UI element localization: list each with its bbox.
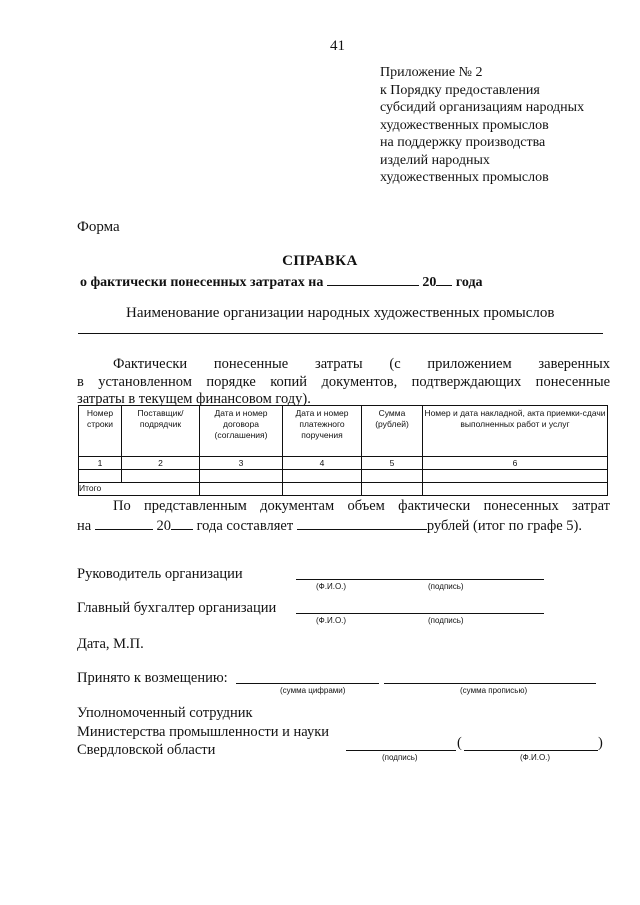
summary-on: на (77, 518, 92, 534)
accountant-signature-line[interactable] (296, 613, 544, 614)
summary-end: рублей (итог по графе 5). (426, 518, 583, 534)
table-cell[interactable] (200, 483, 283, 496)
table-cell[interactable] (423, 470, 608, 483)
costs-paragraph (77, 356, 610, 409)
fio-caption: (Ф.И.О.) (316, 616, 347, 625)
summary-year: 20 (156, 518, 171, 534)
appendix-line: художественных промыслов (380, 117, 549, 133)
official-line: Министерства промышленности и науки (77, 723, 330, 740)
table-total-row (79, 483, 608, 496)
table-cell[interactable] (283, 483, 362, 496)
column-header: Сумма (рублей) (362, 406, 423, 457)
official-line: Уполномоченный сотрудник (77, 705, 253, 721)
subtitle-year: 20 (422, 275, 437, 290)
sum-words-line[interactable] (384, 683, 596, 684)
date-stamp-label: Дата, М.П. (77, 636, 144, 652)
paragraph-line: затраты в текущем финансовом году). (77, 391, 311, 407)
table-cell[interactable] (200, 470, 283, 483)
accepted-label: Принято к возмещению: (77, 670, 228, 686)
sum-words-caption: (сумма прописью) (460, 686, 528, 695)
column-number: 6 (423, 457, 608, 470)
table-header-row (79, 406, 608, 457)
summary-line (77, 516, 610, 536)
official-signature-line[interactable] (346, 750, 456, 751)
column-header: Номер и дата накладной, акта приемки-сдачи выполненных работ и услуг (423, 406, 608, 457)
summary-date-fill[interactable] (95, 516, 153, 530)
accountant-label: Главный бухгалтер организации (77, 600, 277, 616)
sign-caption: (подпись) (428, 616, 464, 625)
date-fill-line[interactable] (327, 272, 419, 286)
table-cell[interactable] (362, 470, 423, 483)
close-paren: ) (598, 735, 603, 751)
open-paren: ( (457, 735, 462, 751)
appendix-line: художественных промыслов (380, 170, 549, 185)
summary-line: По представленным документам объем фактически понесенных затрат (113, 498, 610, 514)
appendix-line: Приложение № 2 (380, 65, 483, 80)
table-number-row (79, 457, 608, 470)
official-block (77, 704, 329, 760)
appendix-line: субсидий организациям народных (380, 100, 585, 115)
table-row[interactable] (79, 470, 608, 483)
column-number: 3 (200, 457, 283, 470)
column-number: 2 (122, 457, 200, 470)
table-cell[interactable] (423, 483, 608, 496)
column-number: 1 (79, 457, 122, 470)
sign-caption: (подпись) (382, 753, 418, 762)
sign-caption: (подпись) (428, 582, 464, 591)
table-cell[interactable] (79, 470, 122, 483)
appendix-line: на поддержку производства (380, 135, 546, 150)
official-fio-line[interactable] (464, 750, 598, 751)
summary-mid: года составляет (196, 518, 294, 534)
column-number: 4 (283, 457, 362, 470)
fio-caption: (Ф.И.О.) (520, 753, 551, 762)
subtitle-prefix: о фактически понесенных затратах на (80, 275, 324, 290)
column-header: Дата и номер договора (соглашения) (200, 406, 283, 457)
document-title: СПРАВКА (282, 253, 358, 269)
subtitle-suffix: года (455, 275, 483, 290)
table-cell[interactable] (283, 470, 362, 483)
document-subtitle (80, 272, 483, 291)
table-cell[interactable] (122, 470, 200, 483)
column-header: Дата и номер платежного поручения (283, 406, 362, 457)
appendix-block (380, 64, 584, 187)
fio-caption: (Ф.И.О.) (316, 582, 347, 591)
column-number: 5 (362, 457, 423, 470)
summary-year-fill[interactable] (171, 516, 193, 530)
form-label: Форма (77, 219, 120, 235)
org-name-label: Наименование организации народных художественных промыслов (126, 305, 555, 321)
paragraph-line: Фактически понесенные затраты (с приложением заверенных (113, 356, 610, 372)
org-name-fill-line[interactable] (78, 333, 603, 334)
summary-paragraph (77, 497, 610, 536)
head-signature-line[interactable] (296, 579, 544, 580)
summary-amount-fill[interactable] (297, 516, 427, 530)
appendix-line: к Порядку предоставления (380, 82, 540, 98)
sum-digits-line[interactable] (236, 683, 379, 684)
table-cell[interactable] (362, 483, 423, 496)
appendix-line: изделий народных (380, 152, 490, 168)
column-header: Поставщик/ подрядчик (122, 406, 200, 457)
column-header: Номер строки (79, 406, 122, 457)
page-number: 41 (330, 38, 345, 54)
total-label: Итого (79, 483, 200, 496)
year-fill-line[interactable] (436, 272, 452, 286)
costs-table (78, 405, 608, 496)
paragraph-line: в установленном порядке копий документов, подтверждающих понесенные (77, 373, 610, 390)
official-line: Свердловской области (77, 742, 216, 758)
sum-digits-caption: (сумма цифрами) (280, 686, 346, 695)
head-label: Руководитель организации (77, 566, 243, 582)
